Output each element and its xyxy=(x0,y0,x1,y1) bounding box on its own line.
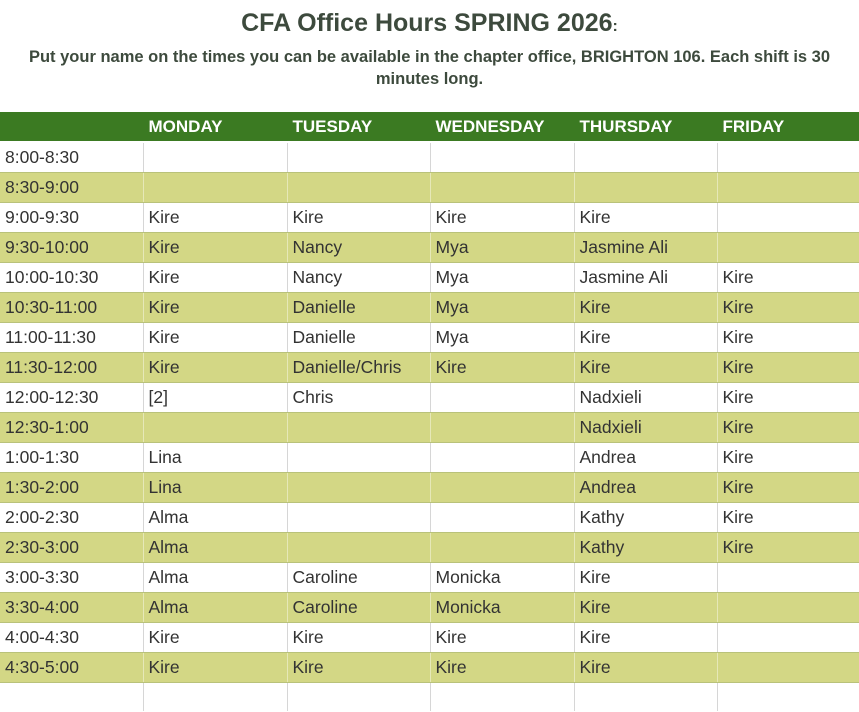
table-row xyxy=(0,173,859,203)
cell-tuesday[interactable] xyxy=(287,473,430,503)
page-title xyxy=(0,8,859,42)
table-row xyxy=(0,383,859,413)
cell-tuesday[interactable] xyxy=(287,142,430,173)
page-title-colon: : xyxy=(612,18,618,35)
table-row xyxy=(0,142,859,173)
cell-time[interactable]: 9:00-9:30 xyxy=(0,203,143,233)
cell-friday[interactable] xyxy=(717,593,859,623)
cell-thursday[interactable]: Kathy xyxy=(574,503,717,533)
table-row xyxy=(0,203,859,233)
cell-thursday[interactable]: Nadxieli xyxy=(574,413,717,443)
cell-friday[interactable] xyxy=(717,233,859,263)
cell-wednesday[interactable] xyxy=(430,473,574,503)
cell-wednesday[interactable] xyxy=(430,173,574,203)
cell-friday[interactable]: Kire xyxy=(717,533,859,563)
cell-monday[interactable]: Kire xyxy=(143,353,287,383)
cell-tuesday[interactable]: Nancy xyxy=(287,263,430,293)
header-cell-monday[interactable]: MONDAY xyxy=(143,112,287,142)
cell-empty[interactable] xyxy=(143,683,287,712)
table-row xyxy=(0,413,859,443)
cell-monday[interactable]: Alma xyxy=(143,563,287,593)
cell-tuesday[interactable]: Caroline xyxy=(287,563,430,593)
table-row xyxy=(0,263,859,293)
cell-thursday[interactable]: Kire xyxy=(574,563,717,593)
cell-friday[interactable] xyxy=(717,623,859,653)
cell-wednesday[interactable]: Mya xyxy=(430,293,574,323)
cell-wednesday[interactable]: Mya xyxy=(430,263,574,293)
cell-thursday[interactable]: Jasmine Ali xyxy=(574,233,717,263)
cell-time[interactable]: 12:30-1:00 xyxy=(0,413,143,443)
header-cell-tuesday[interactable]: TUESDAY xyxy=(287,112,430,142)
cell-monday[interactable]: Kire xyxy=(143,203,287,233)
cell-friday[interactable] xyxy=(717,203,859,233)
cell-friday[interactable]: Kire xyxy=(717,293,859,323)
cell-wednesday[interactable]: Mya xyxy=(430,233,574,263)
cell-wednesday[interactable] xyxy=(430,503,574,533)
cell-time[interactable]: 4:30-5:00 xyxy=(0,653,143,683)
table-row xyxy=(0,623,859,653)
cell-thursday[interactable]: Kire xyxy=(574,593,717,623)
cell-time[interactable]: 3:30-4:00 xyxy=(0,593,143,623)
cell-tuesday[interactable]: Kire xyxy=(287,623,430,653)
cell-tuesday[interactable] xyxy=(287,533,430,563)
cell-time[interactable]: 12:00-12:30 xyxy=(0,383,143,413)
cell-monday[interactable]: Kire xyxy=(143,233,287,263)
cell-tuesday[interactable]: Danielle xyxy=(287,293,430,323)
cell-monday[interactable]: Lina xyxy=(143,443,287,473)
table-row xyxy=(0,443,859,473)
cell-friday[interactable]: Kire xyxy=(717,353,859,383)
cell-tuesday[interactable] xyxy=(287,413,430,443)
cell-monday[interactable]: Kire xyxy=(143,653,287,683)
cell-monday[interactable]: [2] xyxy=(143,383,287,413)
cell-thursday[interactable]: Kathy xyxy=(574,533,717,563)
cell-friday[interactable] xyxy=(717,173,859,203)
cell-friday[interactable]: Kire xyxy=(717,263,859,293)
cell-friday[interactable]: Kire xyxy=(717,323,859,353)
cell-wednesday[interactable]: Kire xyxy=(430,623,574,653)
table-row-empty xyxy=(0,683,859,712)
table-row xyxy=(0,323,859,353)
cell-empty[interactable] xyxy=(717,683,859,712)
cell-time[interactable]: 4:00-4:30 xyxy=(0,623,143,653)
cell-thursday[interactable] xyxy=(574,142,717,173)
cell-empty[interactable] xyxy=(574,683,717,712)
cell-friday[interactable]: Kire xyxy=(717,383,859,413)
sheet-title-area xyxy=(0,0,859,113)
cell-tuesday[interactable]: Caroline xyxy=(287,593,430,623)
cell-tuesday[interactable]: Danielle/Chris xyxy=(287,353,430,383)
cell-friday[interactable] xyxy=(717,142,859,173)
header-cell-time[interactable] xyxy=(0,112,143,142)
cell-thursday[interactable]: Kire xyxy=(574,323,717,353)
cell-monday[interactable] xyxy=(143,173,287,203)
page-subtitle: Put your name on the times you can be available in the chapter office, BRIGHTON 106. Each shift is 30 minutes long. xyxy=(28,48,831,88)
cell-wednesday[interactable]: Mya xyxy=(430,323,574,353)
cell-time[interactable]: 1:30-2:00 xyxy=(0,473,143,503)
table-row xyxy=(0,293,859,323)
cell-time[interactable]: 8:30-9:00 xyxy=(0,173,143,203)
cell-tuesday[interactable]: Kire xyxy=(287,653,430,683)
cell-empty[interactable] xyxy=(430,683,574,712)
cell-thursday[interactable] xyxy=(574,173,717,203)
cell-thursday[interactable]: Nadxieli xyxy=(574,383,717,413)
cell-monday[interactable]: Lina xyxy=(143,473,287,503)
cell-wednesday[interactable]: Kire xyxy=(430,653,574,683)
cell-time[interactable]: 1:00-1:30 xyxy=(0,443,143,473)
cell-thursday[interactable]: Kire xyxy=(574,203,717,233)
cell-wednesday[interactable]: Monicka xyxy=(430,593,574,623)
cell-monday[interactable]: Alma xyxy=(143,593,287,623)
cell-thursday[interactable]: Andrea xyxy=(574,443,717,473)
cell-monday[interactable]: Alma xyxy=(143,503,287,533)
cell-friday[interactable] xyxy=(717,653,859,683)
cell-wednesday[interactable] xyxy=(430,383,574,413)
header-cell-thursday[interactable]: THURSDAY xyxy=(574,112,717,142)
cell-tuesday[interactable]: Nancy xyxy=(287,233,430,263)
cell-thursday[interactable]: Andrea xyxy=(574,473,717,503)
cell-empty[interactable] xyxy=(0,683,143,712)
cell-tuesday[interactable]: Kire xyxy=(287,203,430,233)
cell-empty[interactable] xyxy=(287,683,430,712)
table-row xyxy=(0,473,859,503)
cell-monday[interactable]: Kire xyxy=(143,623,287,653)
cell-time[interactable]: 2:00-2:30 xyxy=(0,503,143,533)
office-hours-table xyxy=(0,112,859,711)
header-cell-wednesday[interactable]: WEDNESDAY xyxy=(430,112,574,142)
cell-time[interactable]: 3:00-3:30 xyxy=(0,563,143,593)
cell-thursday[interactable]: Kire xyxy=(574,623,717,653)
cell-time[interactable]: 9:30-10:00 xyxy=(0,233,143,263)
cell-time[interactable]: 11:00-11:30 xyxy=(0,323,143,353)
cell-time[interactable]: 11:30-12:00 xyxy=(0,353,143,383)
cell-thursday[interactable]: Jasmine Ali xyxy=(574,263,717,293)
cell-thursday[interactable]: Kire xyxy=(574,353,717,383)
cell-thursday[interactable]: Kire xyxy=(574,653,717,683)
table-row xyxy=(0,563,859,593)
cell-time[interactable]: 10:30-11:00 xyxy=(0,293,143,323)
page-title-text: CFA Office Hours SPRING 2026 xyxy=(241,9,613,37)
cell-tuesday[interactable] xyxy=(287,503,430,533)
table-row xyxy=(0,233,859,263)
cell-friday[interactable]: Kire xyxy=(717,503,859,533)
cell-time[interactable]: 2:30-3:00 xyxy=(0,533,143,563)
cell-wednesday[interactable]: Kire xyxy=(430,203,574,233)
cell-tuesday[interactable] xyxy=(287,443,430,473)
table-row xyxy=(0,533,859,563)
cell-monday[interactable] xyxy=(143,142,287,173)
cell-time[interactable]: 8:00-8:30 xyxy=(0,142,143,173)
table-row xyxy=(0,353,859,383)
cell-tuesday[interactable]: Chris xyxy=(287,383,430,413)
header-row xyxy=(0,112,859,142)
cell-monday[interactable]: Alma xyxy=(143,533,287,563)
cell-wednesday[interactable] xyxy=(430,533,574,563)
table-row xyxy=(0,653,859,683)
cell-friday[interactable]: Kire xyxy=(717,473,859,503)
cell-wednesday[interactable]: Kire xyxy=(430,353,574,383)
cell-tuesday[interactable]: Danielle xyxy=(287,323,430,353)
cell-time[interactable]: 10:00-10:30 xyxy=(0,263,143,293)
cell-thursday[interactable]: Kire xyxy=(574,293,717,323)
cell-monday[interactable]: Kire xyxy=(143,263,287,293)
cell-wednesday[interactable]: Monicka xyxy=(430,563,574,593)
cell-tuesday[interactable] xyxy=(287,173,430,203)
cell-friday[interactable]: Kire xyxy=(717,443,859,473)
cell-wednesday[interactable] xyxy=(430,413,574,443)
table-row xyxy=(0,593,859,623)
cell-monday[interactable] xyxy=(143,413,287,443)
cell-friday[interactable]: Kire xyxy=(717,413,859,443)
cell-wednesday[interactable] xyxy=(430,443,574,473)
cell-wednesday[interactable] xyxy=(430,142,574,173)
table-row xyxy=(0,503,859,533)
schedule-body xyxy=(0,142,859,711)
cell-monday[interactable]: Kire xyxy=(143,293,287,323)
cell-monday[interactable]: Kire xyxy=(143,323,287,353)
header-cell-friday[interactable]: FRIDAY xyxy=(717,112,859,142)
cell-friday[interactable] xyxy=(717,563,859,593)
